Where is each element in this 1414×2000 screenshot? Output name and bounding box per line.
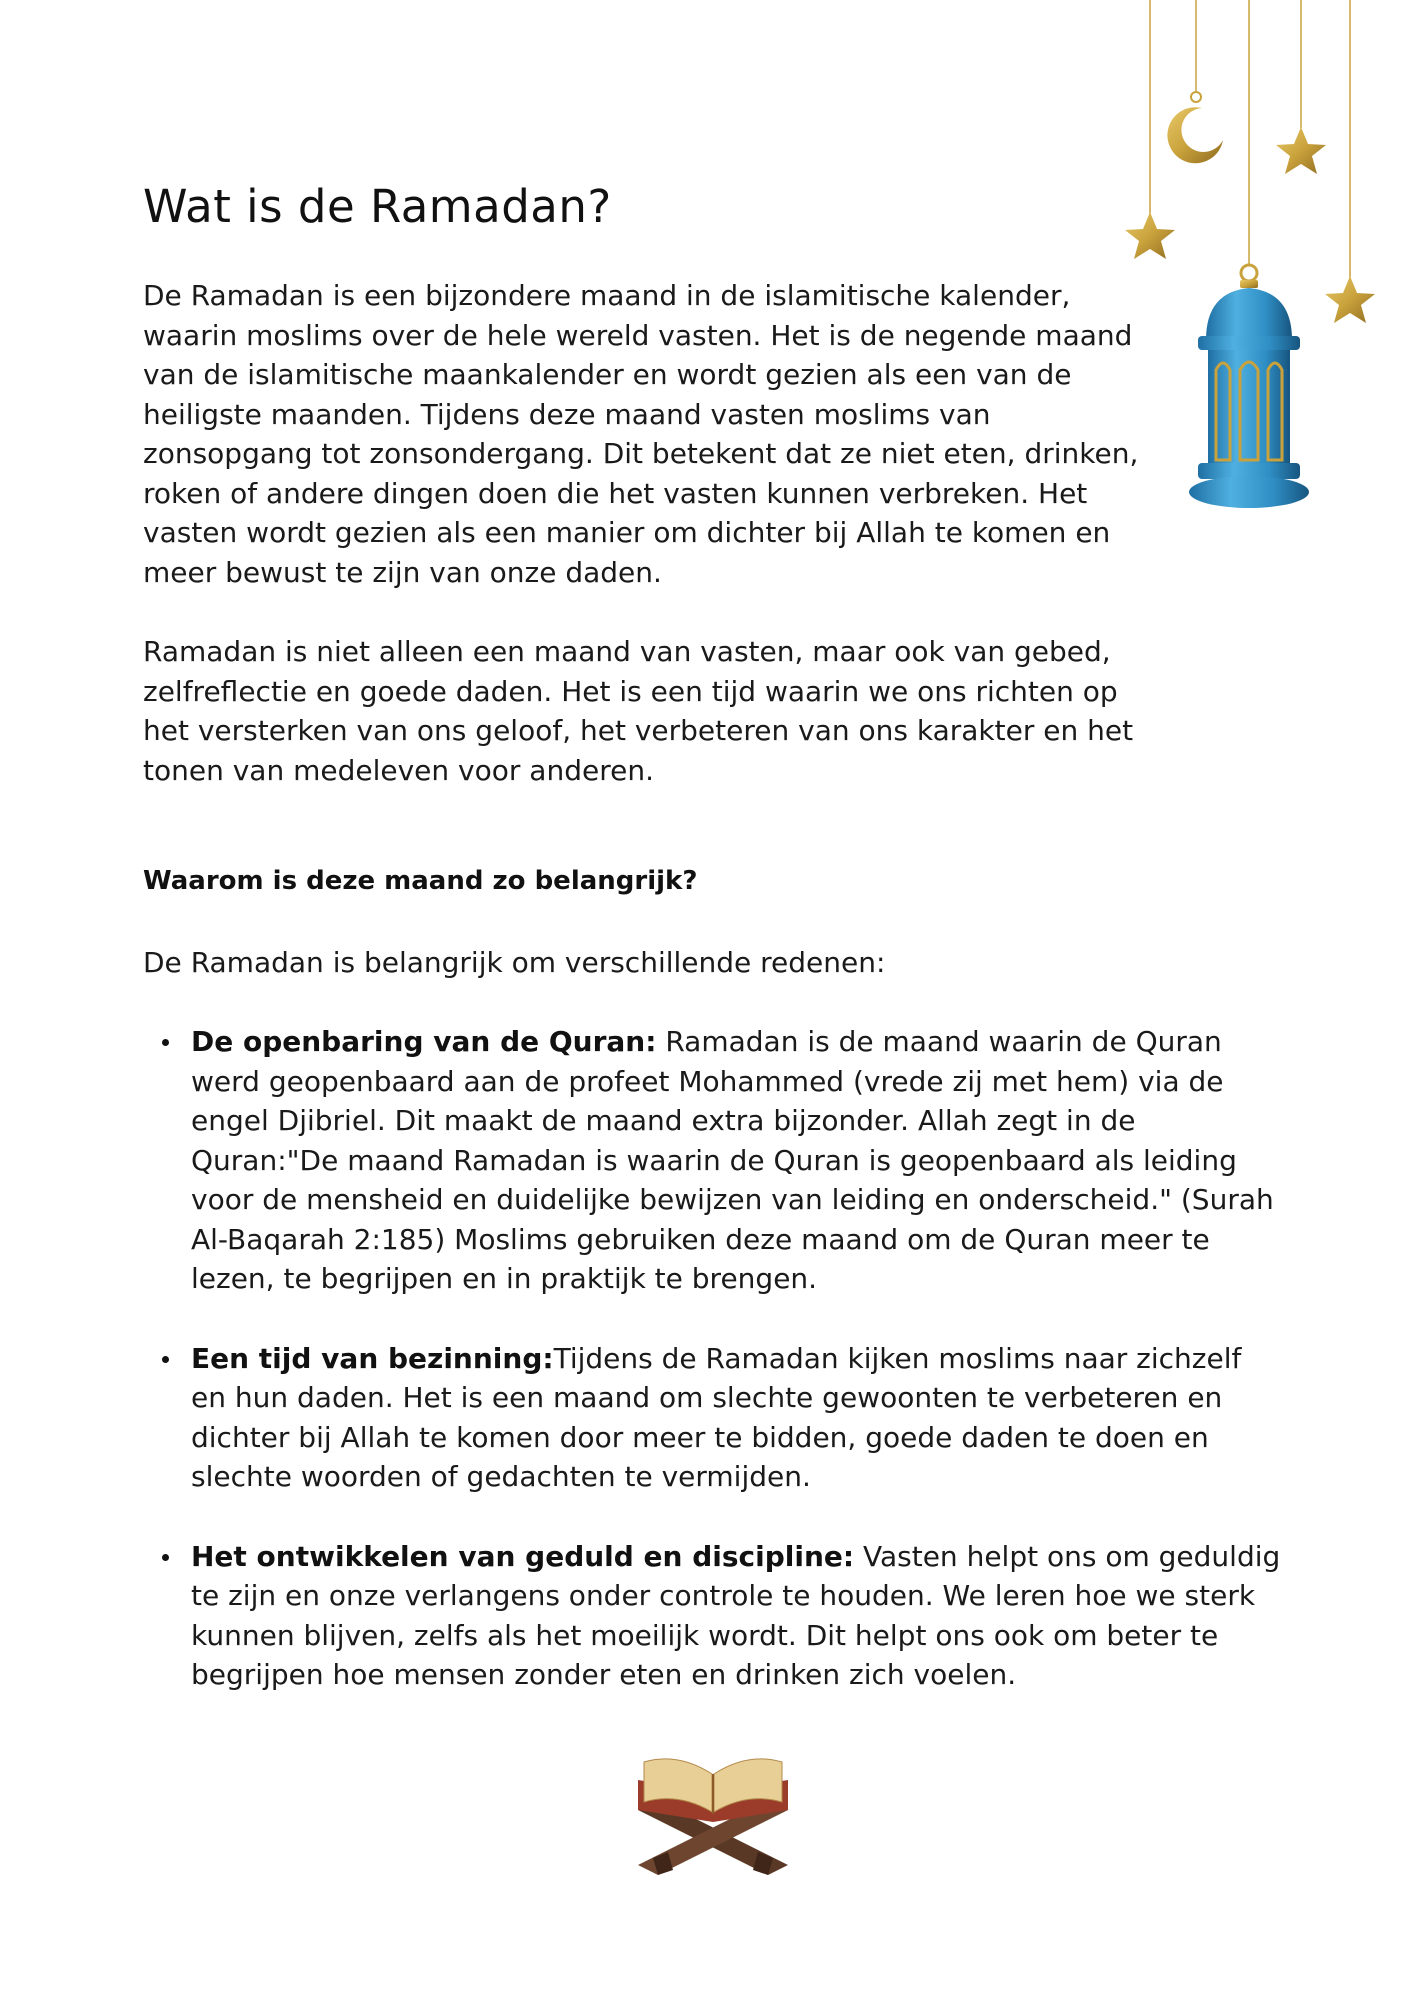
intro-paragraph: De Ramadan is een bijzondere maand in de islamitische kalender, waarin moslims over de hele wereld vasten. Het is de negende maand van de islamitische maankalender en wordt gezien als een van de heiligste maanden. Tijdens deze maand vasten moslims van zonsopgang tot zonsondergang. Dit betekent dat ze niet eten, drinken, roken of andere dingen doen die het vasten kunnen verbreken. Het vasten wordt gezien als een manier om dichter bij Allah te komen en meer bewust te zijn van onze daden. bbox=[143, 279, 1139, 589]
reason-heading: Een tijd van bezinning: bbox=[191, 1341, 554, 1375]
hanging-ramadan-decoration bbox=[1110, 0, 1414, 520]
star-icon bbox=[1325, 276, 1375, 323]
lantern-icon bbox=[1189, 265, 1309, 508]
crescent-moon-icon bbox=[1167, 92, 1223, 163]
star-icon bbox=[1125, 212, 1175, 259]
section-subtitle: Waarom is deze maand zo belangrijk? bbox=[143, 866, 698, 896]
reason-heading: Het ontwikkelen van geduld en discipline: bbox=[191, 1539, 855, 1573]
second-paragraph: Ramadan is niet alleen een maand van vasten, maar ook van gebed, zelfreflectie en goede daden. Het is een tijd waarin we ons richten op het versterken van ons geloof, het verbeteren van ons karakter en het tonen van medeleven voor anderen. bbox=[143, 635, 1134, 787]
reasons-intro: De Ramadan is belangrijk om verschillende redenen: bbox=[143, 946, 886, 979]
list-item bbox=[191, 1339, 1281, 1497]
reason-text: Tijdens de Ramadan kijken moslims naar zichzelf en hun daden. Het is een maand om slechte gewoonten te verbeteren en dichter bij Allah te komen door meer te bidden, goede daden te doen en slechte woorden of gedachten te vermijden. bbox=[191, 1341, 1242, 1493]
list-item bbox=[191, 1022, 1281, 1299]
reason-text: Ramadan is de maand waarin de Quran werd geopenbaard aan de profeet Mohammed (vrede zij met hem) via de engel Djibriel. Dit maakt de maand extra bijzonder. Allah zegt in de Quran:"De maand Ramadan is waarin de Quran is geopenbaard als leiding voor de mensheid en duidelijke bewijzen van leiding en onderscheid." (Surah Al-Baqarah 2:185) Moslims gebruiken deze maand om de Quran meer te lezen, te begrijpen en in praktijk te brengen. bbox=[191, 1025, 1274, 1295]
list-item bbox=[191, 1537, 1281, 1695]
reason-heading: De openbaring van de Quran: bbox=[191, 1025, 657, 1058]
reasons-list bbox=[191, 1022, 1281, 1735]
page-title: Wat is de Ramadan? bbox=[143, 180, 612, 233]
quran-stand-icon bbox=[628, 1740, 798, 1875]
reason-text: Vasten helpt ons om geduldig te zijn en onze verlangens onder controle te houden. We leren hoe we sterk kunnen blijven, zelfs als het moeilijk wordt. Dit helpt ons ook om beter te begrijpen hoe mensen zonder eten en drinken zich voelen. bbox=[191, 1539, 1281, 1691]
star-icon bbox=[1276, 127, 1326, 174]
